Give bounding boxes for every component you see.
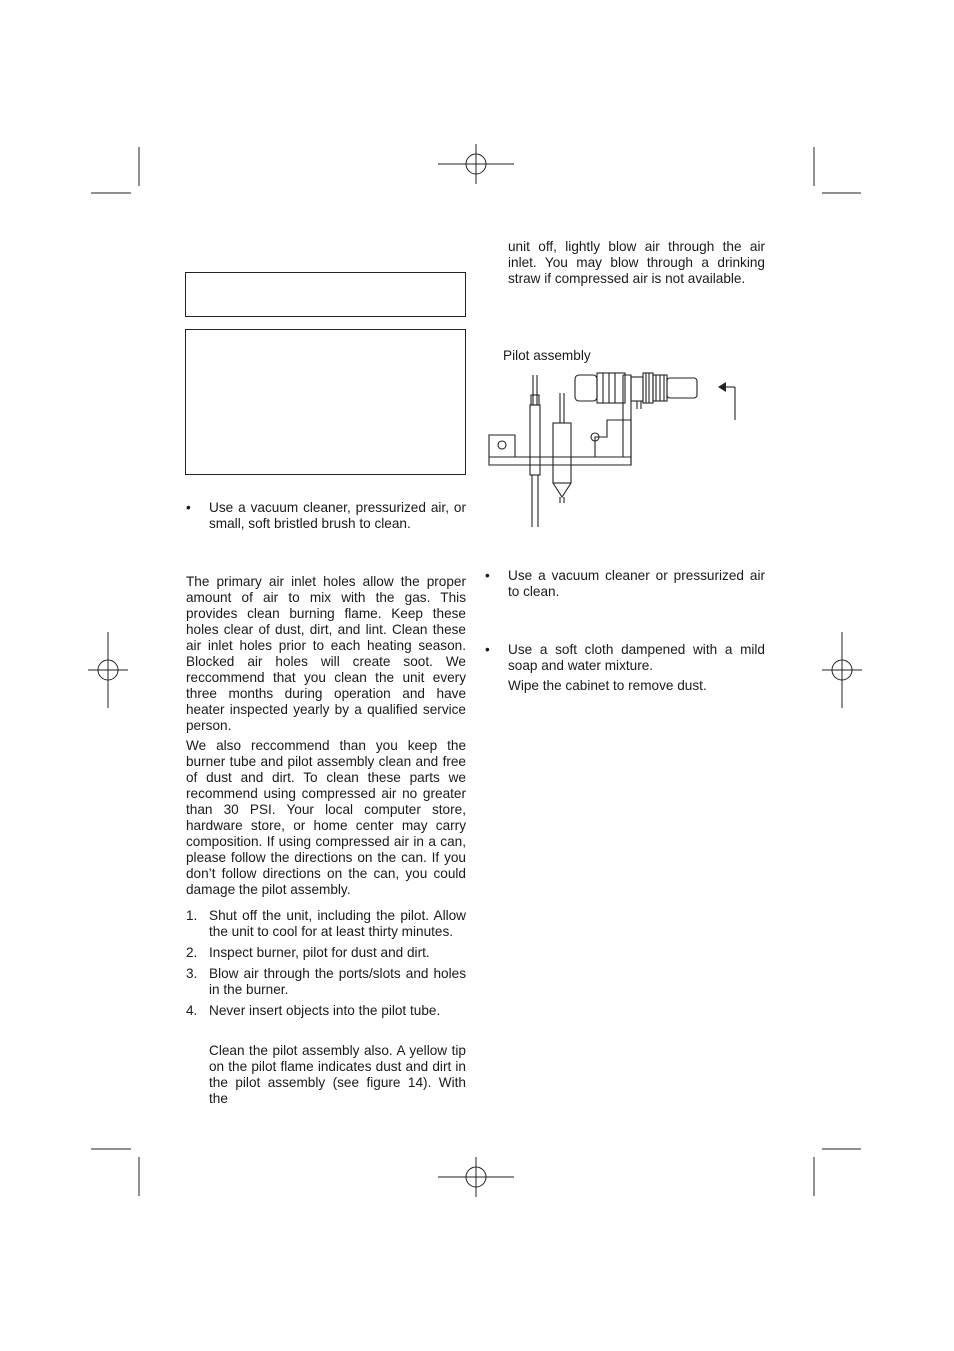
step-number: 3. — [186, 966, 198, 981]
bullet-symbol: • — [485, 642, 490, 657]
right-bullet-2 — [485, 642, 765, 694]
bullet-symbol: • — [485, 568, 490, 583]
bullet-text: Use a vacuum cleaner, pressurized air, or small, soft bristled brush to clean. — [209, 500, 466, 531]
step-number: 4. — [186, 1003, 198, 1018]
paragraph-air-inlet: The primary air inlet holes allow the proper amount of air to mix with the gas. This provides clean burning flame. Keep these holes clear of dust, dirt, and lint. Clean these air inlet holes prior to each heating season. Blocked air holes will create soot. We reccommend that you clean the unit every three months during operation and have heater inspected yearly by a qualified service person. — [186, 574, 466, 733]
figure-label: Pilot assembly — [503, 348, 591, 363]
left-paragraphs — [186, 574, 466, 902]
right-bullet-1 — [485, 568, 765, 600]
step-item — [186, 1003, 466, 1019]
step-item — [186, 966, 466, 998]
step-item — [186, 908, 466, 940]
paragraph-burner-tube: We also reccommend than you keep the burner tube and pilot assembly clean and free of dust and dirt. To clean these parts we recommend using compressed air no greater than 30 PSI. Your local computer store, hardware store, or home center may carry composition. If using compressed air in a can, please follow the directions on the can. If you don’t follow directions on the can, you could damage the pilot assembly. — [186, 738, 466, 897]
step-text: Shut off the unit, including the pilot. Allow the unit to cool for at least thirty minutes. — [209, 908, 466, 939]
bullet-text: Use a vacuum cleaner or pressurized air to clean. — [508, 568, 765, 599]
bullet-symbol: • — [186, 500, 191, 515]
paragraph-pilot-cleaning — [209, 1043, 466, 1107]
step-number: 2. — [186, 945, 198, 960]
notice-box-large — [185, 329, 466, 475]
cleaning-steps-list — [186, 908, 466, 1024]
left-bullet-1 — [186, 500, 466, 532]
pilot-cleaning-text: Clean the pilot assembly also. A yellow tip on the pilot flame indicates dust and dirt in the pilot assembly (see figure 14). With the — [209, 1043, 466, 1106]
bullet-text: Use a soft cloth dampened with a mild soap and water mixture. — [508, 642, 765, 673]
pilot-assembly-diagram — [485, 365, 755, 535]
step-text: Inspect burner, pilot for dust and dirt. — [209, 945, 430, 960]
step-item — [186, 945, 466, 961]
paragraph-continued — [508, 239, 765, 287]
step-text: Never insert objects into the pilot tube. — [209, 1003, 441, 1018]
notice-box-small — [185, 272, 466, 317]
bullet-followup: Wipe the cabinet to remove dust. — [508, 678, 707, 693]
step-number: 1. — [186, 908, 198, 923]
continued-text: unit off, lightly blow air through the air inlet. You may blow through a drinking straw if compressed air is not available. — [508, 239, 765, 286]
step-text: Blow air through the ports/slots and holes in the burner. — [209, 966, 466, 997]
